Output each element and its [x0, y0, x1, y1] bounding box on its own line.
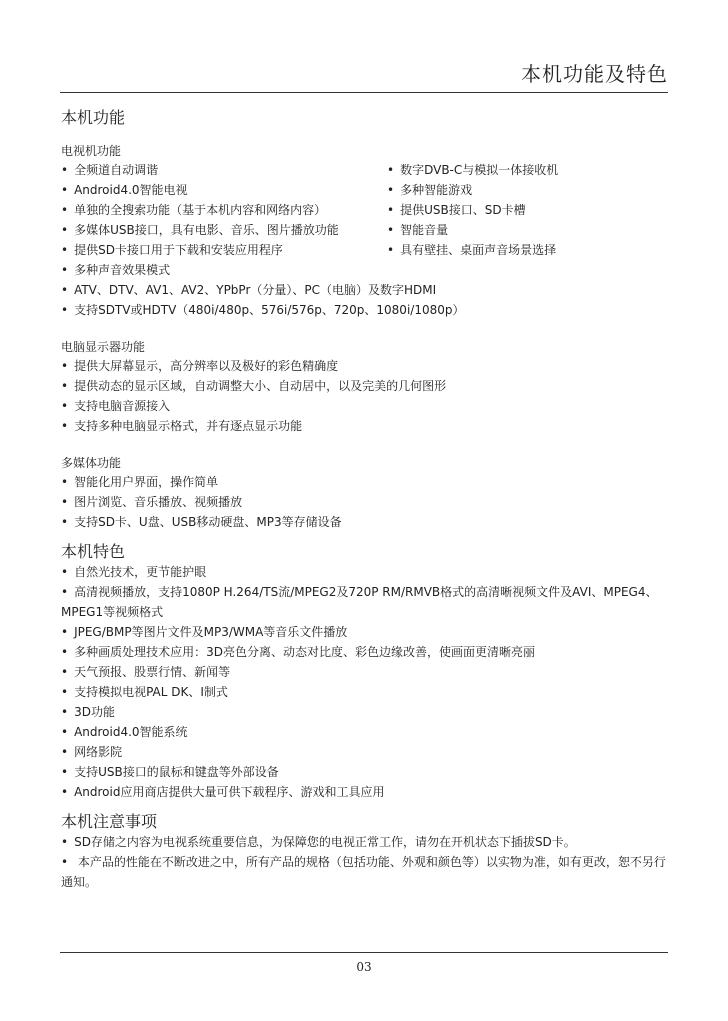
list-item: • Android4.0智能系统 — [61, 725, 188, 739]
list-item: • Android4.0智能电视 — [61, 183, 188, 197]
footer-divider — [60, 952, 668, 953]
list-item: • 高清视频播放，支持1080P H.264/TS流/MPEG2及720P RM/RMVB格式的高清晰视频文件及AVI、MPEG4、MPEG1等视频格式 — [61, 585, 658, 619]
list-item: • 具有壁挂、桌面声音场景选择 — [387, 243, 557, 257]
list-item: • 多媒体USB接口，具有电影、音乐、图片播放功能 — [61, 223, 339, 237]
list-item: • 支持模拟电视PAL DK、I制式 — [61, 685, 228, 699]
list-item: • SD存储之内容为电视系统重要信息，为保障您的电视正常工作，请勿在开机状态下插拔SD卡。 — [61, 835, 576, 849]
section-title-features: 本机特色 — [61, 542, 126, 561]
list-item: • 提供动态的显示区域，自动调整大小、自动居中，以及完美的几何图形 — [61, 379, 447, 393]
section-title-notes: 本机注意事项 — [61, 812, 158, 831]
list-item: • 多种画质处理技术应用：3D亮色分离、动态对比度、彩色边缘改善，使画面更清晰亮丽 — [61, 645, 535, 659]
list-item: • 支持SDTV或HDTV（480i/480p、576i/576p、720p、1080i/1080p） — [61, 303, 465, 317]
content — [61, 108, 671, 892]
list-item: • 提供大屏幕显示，高分辨率以及极好的彩色精确度 — [61, 359, 339, 373]
section-title-functions: 本机功能 — [61, 108, 126, 127]
page-header — [60, 56, 668, 93]
list-item: • 3D功能 — [61, 705, 115, 719]
list-item: • Android应用商店提供大量可供下载程序、游戏和工具应用 — [61, 785, 385, 799]
list-item: • 网络影院 — [61, 745, 123, 759]
page-number: 03 — [356, 960, 372, 974]
list-item: • 单独的全搜索功能（基于本机内容和网络内容） — [61, 203, 327, 217]
tv-feature-columns — [61, 160, 671, 260]
list-item: • 全频道自动调谐 — [61, 163, 159, 177]
list-item: • 支持USB接口的鼠标和键盘等外部设备 — [61, 765, 279, 779]
subsection-title-tv: 电视机功能 — [61, 144, 122, 158]
list-item: • 智能音量 — [387, 223, 449, 237]
list-item: • 多种声音效果模式 — [61, 263, 171, 277]
tv-feature-column-1 — [61, 160, 671, 260]
list-item: • 支持电脑音源接入 — [61, 399, 171, 413]
page-title: 本机功能及特色 — [521, 62, 668, 86]
list-item: • 提供SD卡接口用于下载和安装应用程序 — [61, 243, 283, 257]
list-item: • ATV、DTV、AV1、AV2、YPbPr（分量）、PC（电脑）及数字HDMI — [61, 283, 437, 297]
list-item: • 图片浏览、音乐播放、视频播放 — [61, 495, 243, 509]
list-item: • 智能化用户界面，操作简单 — [61, 475, 219, 489]
list-item: • 多种智能游戏 — [387, 183, 473, 197]
subsection-title-pc: 电脑显示器功能 — [61, 340, 146, 354]
list-item: • 提供USB接口、SD卡槽 — [387, 203, 526, 217]
list-item: • 支持SD卡、U盘、USB移动硬盘、MP3等存储设备 — [61, 515, 342, 529]
tv-feature-column-2 — [387, 160, 558, 260]
list-item: • 本产品的性能在不断改进之中，所有产品的规格（包括功能、外观和颜色等）以实物为准，如有更改，恕不另行通知。 — [61, 855, 666, 889]
list-item: • 数字DVB-C与模拟一体接收机 — [387, 163, 559, 177]
list-item: • 支持多种电脑显示格式，并有逐点显示功能 — [61, 419, 303, 433]
list-item: • 天气预报、股票行情、新闻等 — [61, 665, 231, 679]
subsection-title-multimedia: 多媒体功能 — [61, 456, 122, 470]
list-item: • 自然光技术，更节能护眼 — [61, 565, 207, 579]
list-item: • JPEG/BMP等图片文件及MP3/WMA等音乐文件播放 — [61, 625, 348, 639]
